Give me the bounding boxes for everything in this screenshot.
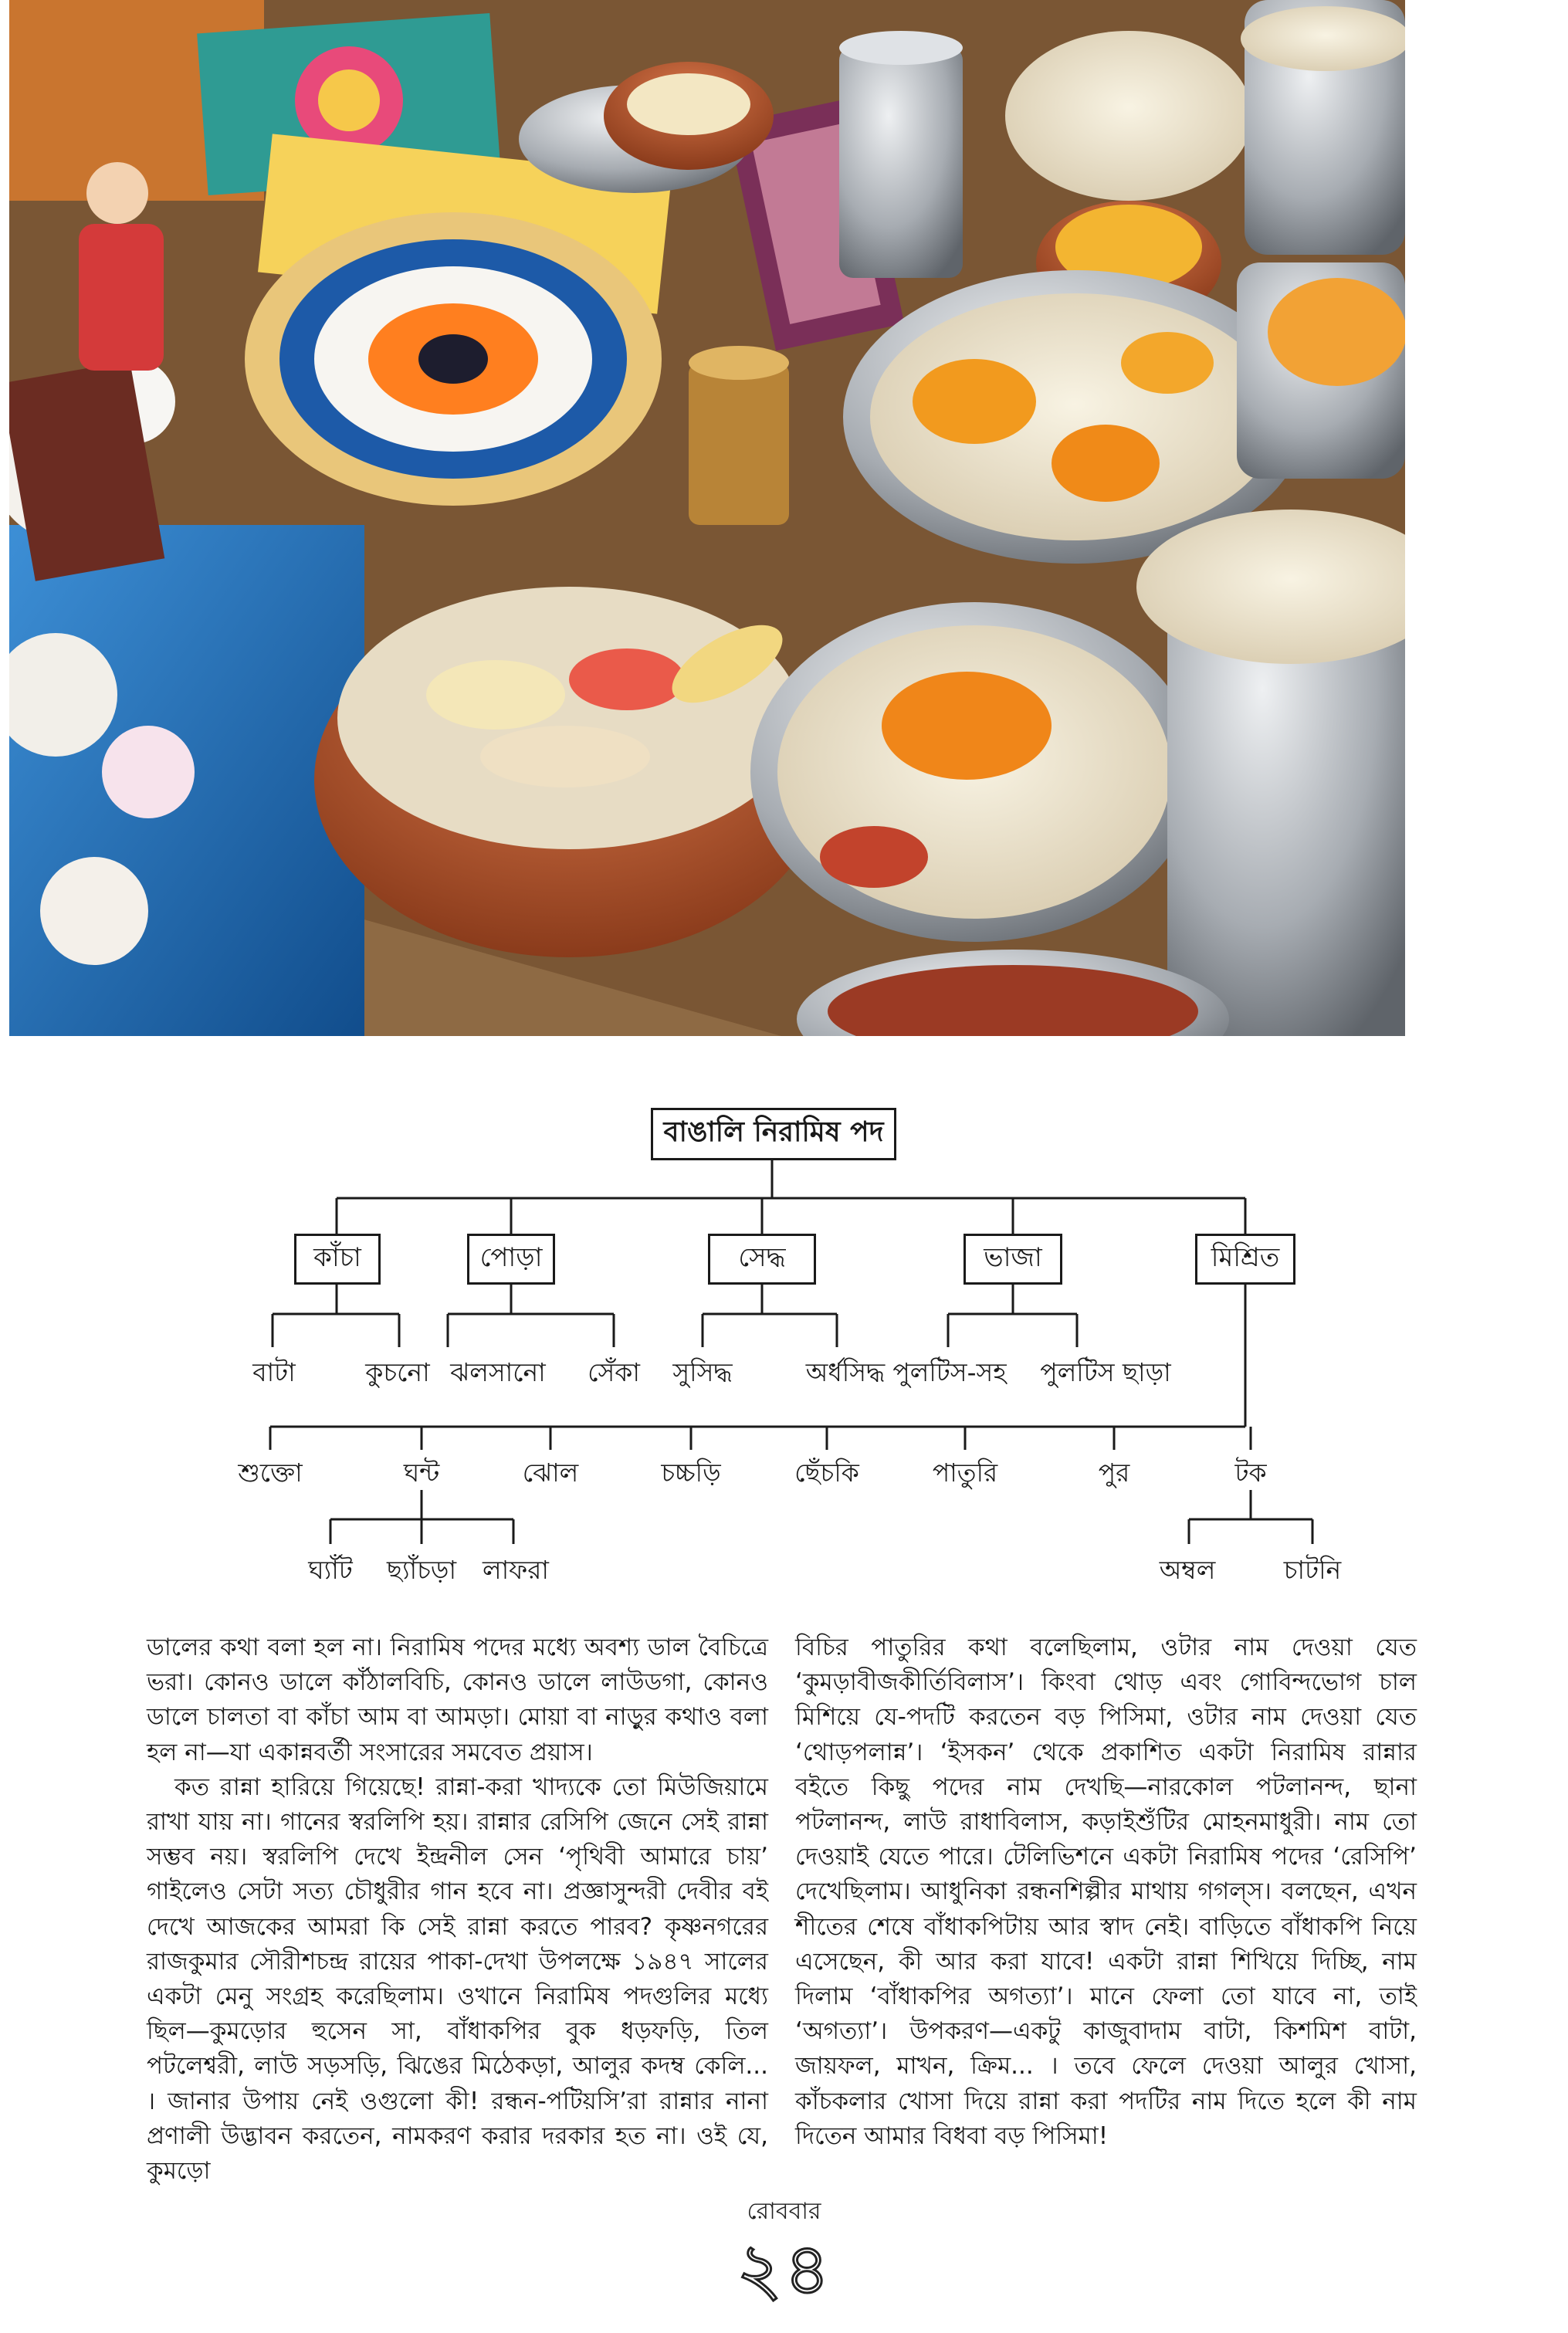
ghanto-item: ঘ্যাঁট: [308, 1555, 353, 1585]
page-number: ২৪: [736, 2228, 832, 2311]
paragraph: কত রান্না হারিয়ে গিয়েছে! রান্না-করা খাদ্যকে তো মিউজিয়ামে রাখা যায় না। গানের স্বরলিপি হয়। রান্নার রেসিপি জেনে সেই রান্না সম্ভব নয়। স্বরলিপি দেখে ইন্দ্রনীল সেন ‘পৃথিবী আমারে চায়’ গাইলেও সেটা সত্য চৌধুরীর গান হবে না। প্রজ্ঞাসুন্দরী দেবীর বই দেখে আজকের আমরা কি সেই রান্না করতে পারব? কৃষ্ণনগরের রাজকুমার সৌরীশচন্দ্র রায়ের পাকা-দেখা উপলক্ষে ১৯৪৭ সালের একটা মেনু সংগ্রহ করেছিলাম। ওখানে নিরামিষ পদগুলির মধ্যে ছিল—কুমড়োর হুসেন সা, বাঁধাকপির বুক ধড়ফড়ি, তিল পটলেশ্বরী, লাউ সড়সড়ি, ঝিঙের মিঠেকড়া, আলুর কদম্ব কেলি... । জানার উপায় নেই ওগুলো কী! রন্ধন-পটিয়সি’রা রান্নার নানা প্রণালী উদ্ভাবন করতেন, নামকরণ করার দরকার হত না। ওই যে, কুমড়ো: [147, 1773, 768, 2186]
leaf-pultis-chara: পুলটিস ছাড়া: [1040, 1357, 1171, 1387]
mixed-item: পুর: [1098, 1458, 1130, 1488]
leaf-ordhosiddho: অর্ধসিদ্ধ: [805, 1357, 886, 1387]
tree-root: বাঙালি নিরামিষ পদ: [651, 1108, 896, 1160]
category-sheddho: সেদ্ধ: [708, 1234, 816, 1285]
category-bhaja: ভাজা: [963, 1234, 1062, 1285]
article-column-left: [147, 1630, 768, 2189]
mixed-item: পাতুরি: [932, 1458, 998, 1488]
leaf-bata: বাটা: [252, 1357, 296, 1387]
tok-item: অম্বল: [1159, 1555, 1216, 1585]
leaf-kuchno: কুচনো: [365, 1357, 430, 1387]
category-mishrito: মিশ্রিত: [1195, 1234, 1295, 1285]
puja-offerings-photo: [9, 0, 1405, 1036]
ghanto-item: ছ্যাঁচড়া: [386, 1555, 457, 1585]
magazine-name: রোববার: [747, 2198, 821, 2225]
vegetarian-dish-tree: [0, 1081, 1568, 1606]
mixed-item: চচ্চড়ি: [661, 1458, 721, 1488]
leaf-shenka: সেঁকা: [588, 1357, 640, 1387]
category-pora: পোড়া: [467, 1234, 555, 1285]
mixed-item: ছেঁচকি: [794, 1458, 859, 1488]
paragraph: ডালের কথা বলা হল না। নিরামিষ পদের মধ্যে অবশ্য ডাল বৈচিত্রে ভরা। কোনও ডালে কাঁঠালবিচি, কোনও ডালে লাউডগা, কোনও ডালে চালতা বা কাঁচা আম বা আমড়া। মোয়া বা নাড়ুর কথাও বলা হল না—যা একান্নবর্তী সংসারের সমবেত প্রয়াস।: [147, 1634, 768, 1766]
mixed-item: ঝোল: [522, 1458, 579, 1488]
leaf-jholsano: ঝলসানো: [450, 1357, 546, 1387]
ghanto-item: লাফরা: [483, 1555, 549, 1585]
paragraph: বিচির পাতুরির কথা বলেছিলাম, ওটার নাম দেওয়া যেত ‘কুমড়াবীজকীর্তিবিলাস’। কিংবা থোড় এবং গোবিন্দভোগ চাল মিশিয়ে যে-পদটি করতেন বড় পিসিমা, ওটার নাম দেওয়া যেত ‘থোড়পলান্ন’। ‘ইসকন’ থেকে প্রকাশিত একটা নিরামিষ রান্নার বইতে কিছু পদের নাম দেখছি—নারকোল পটলানন্দ, ছানা পটলানন্দ, লাউ রাধাবিলাস, কড়াইশুঁটির মোহনমাধুরী। নাম তো দেওয়াই যেতে পারে। টেলিভিশনে একটা নিরামিষ পদের ‘রেসিপি’ দেখেছিলাম। আধুনিকা রন্ধনশিল্পীর মাথায় গগল্‌স। বলছেন, এখন শীতের শেষে বাঁধাকপিটায় আর স্বাদ নেই। বাড়িতে বাঁধাকপি নিয়ে এসেছেন, কী আর করা যাবে! একটা রান্না শিখিয়ে দিচ্ছি, নাম দিলাম ‘বাঁধাকপির অগত্যা’। মানে ফেলা তো যাবে না, তাই ‘অগত্যা’। উপকরণ—একটু কাজুবাদাম বাটা, কিশমিশ বাটা, জায়ফল, মাখন, ক্রিম... । তবে ফেলে দেওয়া আলুর খোসা, কাঁচকলার খোসা দিয়ে রান্না করা পদটির নাম দিতে হলে কী নাম দিতেন আমার বিধবা বড় পিসিমা!: [795, 1634, 1417, 2150]
mixed-item: টক: [1234, 1458, 1267, 1488]
leaf-sushiddho: সুসিদ্ধ: [672, 1357, 733, 1387]
article-column-right: [795, 1630, 1417, 2154]
mixed-item: শুক্তো: [238, 1458, 303, 1488]
leaf-pultis-soho: পুলটিস-সহ: [892, 1357, 1007, 1387]
mixed-item: ঘন্ট: [403, 1458, 440, 1488]
tok-item: চাটনি: [1283, 1555, 1342, 1585]
category-kacha: কাঁচা: [294, 1234, 381, 1285]
offerings-photo: [9, 0, 1405, 1036]
